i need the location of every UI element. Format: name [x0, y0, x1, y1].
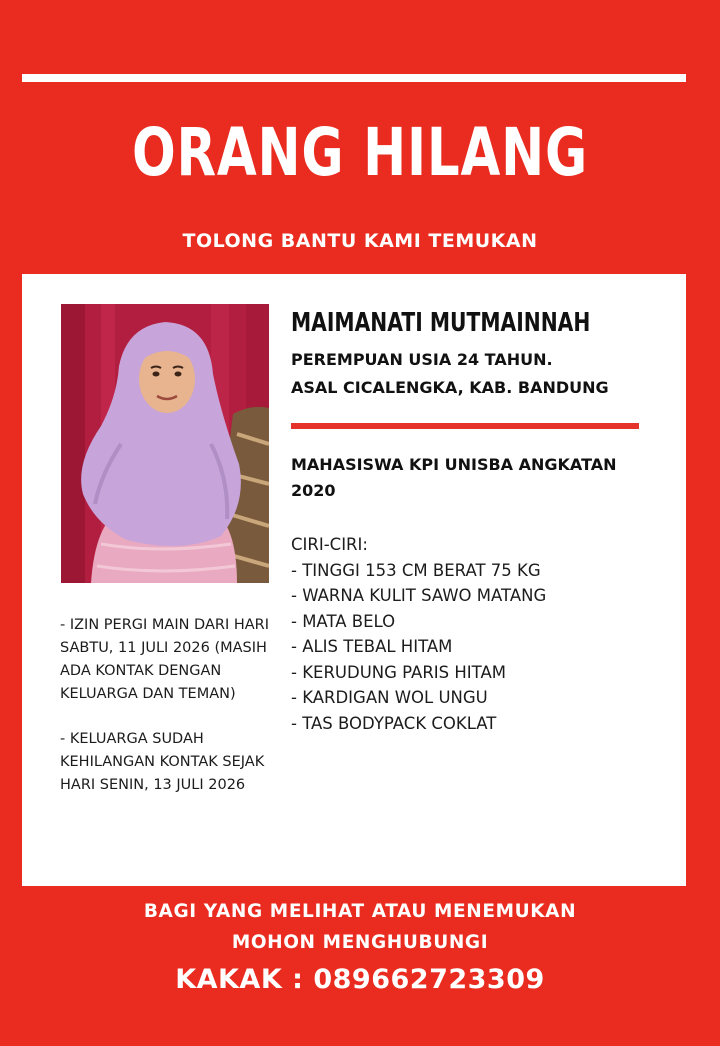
footer-line-2: MOHON MENGHUBUNGI — [231, 932, 489, 953]
info-card — [22, 274, 686, 886]
poster-subtitle: TOLONG BANTU KAMI TEMUKAN — [182, 230, 538, 252]
event-notes — [60, 614, 280, 797]
trait-item: - KARDIGAN WOL UNGU — [291, 688, 488, 707]
description-line-2: ASAL CICALENGKA, KAB. BANDUNG — [291, 378, 609, 397]
trait-item: - MATA BELO — [291, 611, 396, 631]
traits-section — [291, 532, 661, 736]
contact-phone[interactable]: KAKAK : 089662723309 — [175, 964, 545, 995]
trait-item: - KERUDUNG PARIS HITAM — [291, 662, 506, 682]
trait-item: - WARNA KULIT SAWO MATANG — [291, 586, 547, 605]
footer-contact — [0, 896, 720, 1000]
footer-line-1: BAGI YANG MELIHAT ATAU MENEMUKAN — [143, 901, 577, 922]
top-divider — [22, 74, 686, 82]
description-line-1: PEREMPUAN USIA 24 TAHUN. — [291, 350, 553, 369]
missing-person-photo — [61, 304, 269, 583]
section-divider — [291, 423, 639, 429]
person-description — [291, 346, 661, 402]
trait-item: - TAS BODYPACK COKLAT — [291, 713, 497, 733]
person-study: MAHASISWA KPI UNISBA ANGKATAN 2020 — [291, 455, 617, 500]
traits-heading: CIRI-CIRI: — [291, 535, 368, 554]
person-name: MAIMANATI MUTMAINNAH — [291, 308, 591, 338]
traits-list — [291, 558, 661, 737]
poster-title: ORANG HILANG — [131, 114, 589, 191]
note-lost-contact: - KELUARGA SUDAH KEHILANGAN KONTAK SEJAK HARI SENIN, 13 JULI 2026 — [60, 731, 265, 793]
note-last-seen: - IZIN PERGI MAIN DARI HARI SABTU, 11 JULI 2026 (MASIH ADA KONTAK DENGAN KELUARGA DAN TEMAN) — [60, 617, 270, 702]
trait-item: - ALIS TEBAL HITAM — [291, 637, 453, 656]
trait-item: - TINGGI 153 CM BERAT 75 KG — [291, 560, 541, 580]
